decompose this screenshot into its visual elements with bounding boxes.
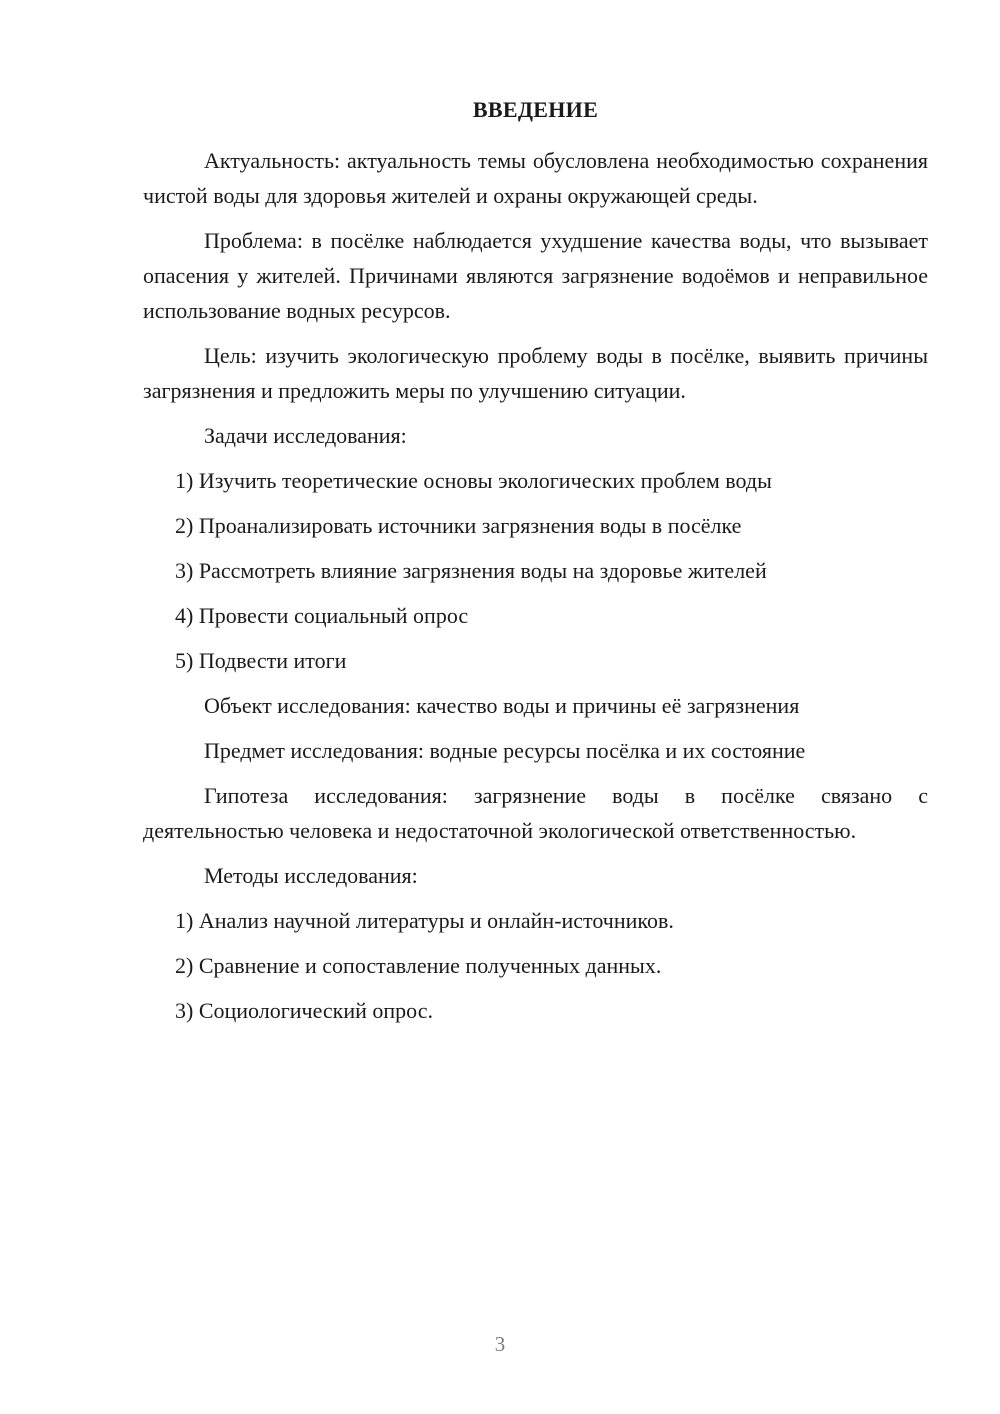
object-paragraph: Объект исследования: качество воды и причины её загрязнения (204, 693, 800, 718)
problem-paragraph: Проблема: в посёлке наблюдается ухудшение качества воды, что вызывает опасения у жителей. Причинами являются загрязнение водоёмов и неправильное использование водных ресурсов. (143, 228, 928, 323)
relevance-paragraph: Актуальность: актуальность темы обусловлена необходимостью сохранения чистой воды для здоровья жителей и охраны окружающей среды. (143, 148, 928, 208)
tasks-list (143, 463, 928, 678)
page-number: 3 (494, 1332, 506, 1356)
list-item: 2) Сравнение и сопоставление полученных данных. (175, 953, 662, 978)
methods-list (143, 903, 928, 1028)
list-item: 2) Проанализировать источники загрязнения воды в посёлке (175, 513, 742, 538)
page-content (143, 92, 928, 1038)
list-item: 5) Подвести итоги (175, 648, 347, 673)
section-title: ВВЕДЕНИЕ (472, 97, 599, 122)
goal-paragraph: Цель: изучить экологическую проблему воды в посёлке, выявить причины загрязнения и предложить меры по улучшению ситуации. (143, 343, 928, 403)
list-item: 4) Провести социальный опрос (175, 603, 469, 628)
list-item: 1) Анализ научной литературы и онлайн-источников. (175, 908, 674, 933)
subject-paragraph: Предмет исследования: водные ресурсы посёлка и их состояние (204, 738, 806, 763)
list-item: 1) Изучить теоретические основы экологических проблем воды (175, 468, 772, 493)
list-item: 3) Рассмотреть влияние загрязнения воды на здоровье жителей (175, 558, 767, 583)
tasks-heading: Задачи исследования: (204, 423, 407, 448)
hypothesis-paragraph: Гипотеза исследования: загрязнение воды в посёлке связано с деятельностью человека и недостаточной экологической ответственностью. (143, 783, 928, 843)
list-item: 3) Социологический опрос. (175, 998, 433, 1023)
methods-heading: Методы исследования: (204, 863, 418, 888)
